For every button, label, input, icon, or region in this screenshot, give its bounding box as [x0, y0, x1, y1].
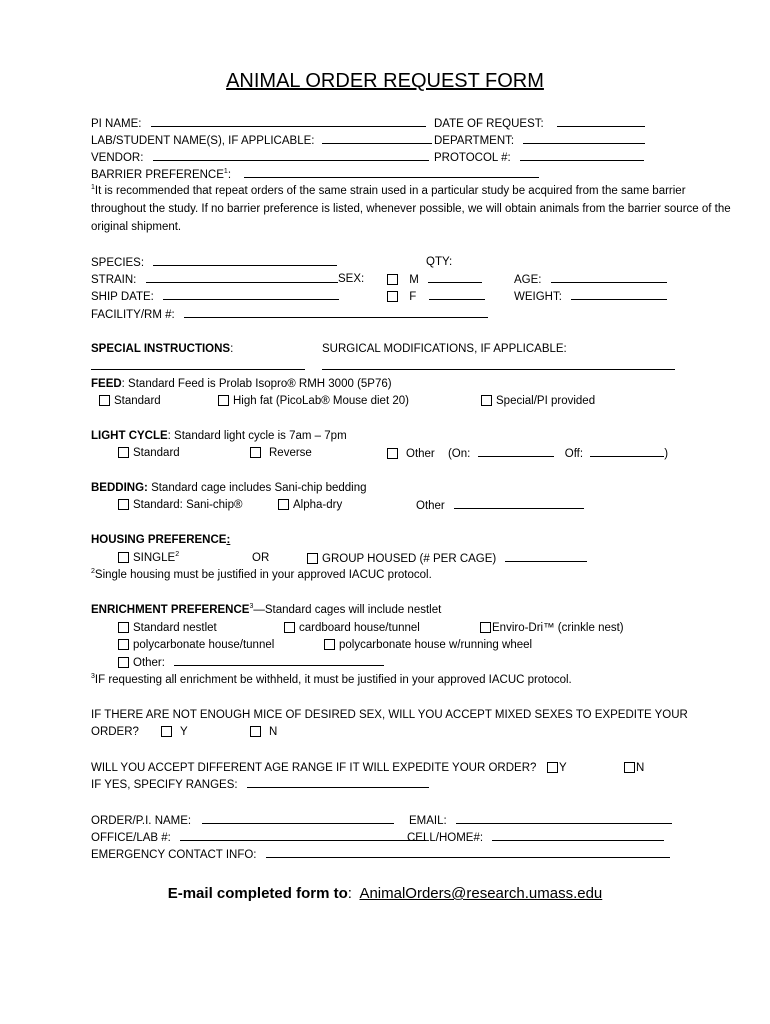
- bedding-standard-option[interactable]: [118, 497, 242, 513]
- housing-heading: [91, 532, 230, 548]
- housing-single-label: SINGLE: [133, 552, 176, 564]
- special-instructions-field[interactable]: [91, 358, 305, 370]
- lab-student-label: LAB/STUDENT NAME(S), IF APPLICABLE:: [91, 135, 315, 147]
- specify-ranges-row: [91, 776, 429, 793]
- light-desc: : Standard light cycle is 7am – 7pm: [167, 430, 347, 442]
- bedding-standard-label: Standard: Sani-chip®: [133, 499, 243, 511]
- date-request-row: [434, 115, 645, 132]
- housing-single-sup: 2: [175, 551, 180, 558]
- housing-group-option[interactable]: [307, 550, 587, 567]
- enrichment-desc: —Standard cages will include nestlet: [253, 604, 442, 616]
- barrier-field[interactable]: [244, 166, 539, 178]
- age-no-option[interactable]: [624, 760, 644, 776]
- special-instructions-heading: [91, 341, 233, 357]
- enrichment-nestlet-checkbox[interactable]: [118, 622, 129, 633]
- barrier-colon: :: [227, 169, 232, 181]
- office-lab-field[interactable]: [180, 829, 426, 841]
- light-heading: [91, 428, 347, 444]
- feed-standard-checkbox[interactable]: [99, 395, 110, 406]
- vendor-label: VENDOR:: [91, 152, 144, 164]
- species-field[interactable]: [153, 254, 337, 266]
- special-instructions-label: SPECIAL INSTRUCTIONS: [91, 343, 231, 355]
- feed-desc: : Standard Feed is Prolab Isopro® RMH 3000 (5P76): [121, 378, 392, 390]
- strain-row: [91, 271, 338, 288]
- enrichment-note: [91, 672, 572, 688]
- order-pi-label: ORDER/P.I. NAME:: [91, 815, 192, 827]
- date-request-label: DATE OF REQUEST:: [434, 118, 544, 130]
- enrichment-envirodri-label: Enviro-Dri™ (crinkle nest): [492, 622, 624, 634]
- feed-special-option[interactable]: [481, 393, 595, 409]
- mixed-yes-label: Y: [180, 726, 188, 738]
- sex-f-checkbox[interactable]: [387, 291, 398, 302]
- housing-group-label: GROUP HOUSED (# PER CAGE): [322, 553, 497, 565]
- enrichment-cardboard-checkbox[interactable]: [284, 622, 295, 633]
- qty-m-field[interactable]: [428, 271, 482, 283]
- vendor-field[interactable]: [153, 149, 429, 161]
- bedding-other-field[interactable]: [454, 497, 584, 509]
- light-other-option[interactable]: [387, 445, 668, 462]
- email-row: [409, 812, 672, 829]
- bedding-alpha-option[interactable]: [278, 497, 342, 513]
- weight-label: WEIGHT:: [514, 291, 562, 303]
- vendor-row: [91, 149, 429, 166]
- enrichment-polycarb-option[interactable]: [118, 637, 274, 653]
- age-no-label: N: [636, 762, 645, 774]
- email-field[interactable]: [456, 812, 672, 824]
- enrichment-wheel-label: polycarbonate house w/running wheel: [339, 639, 533, 651]
- sex-f-label: F: [409, 291, 417, 303]
- feed-heading: [91, 376, 392, 392]
- office-lab-row: [91, 829, 426, 846]
- strain-field[interactable]: [146, 271, 338, 283]
- lab-student-row: [91, 132, 432, 149]
- enrichment-other-option[interactable]: [118, 654, 384, 671]
- light-other-checkbox[interactable]: [387, 448, 398, 459]
- barrier-sup: 1: [223, 168, 228, 175]
- email-label: EMAIL:: [409, 815, 447, 827]
- light-close-paren: ): [664, 448, 669, 460]
- housing-single-checkbox[interactable]: [118, 552, 129, 563]
- enrichment-polycarb-checkbox[interactable]: [118, 639, 129, 650]
- mixed-no-checkbox[interactable]: [250, 726, 261, 737]
- light-standard-checkbox[interactable]: [118, 447, 129, 458]
- age-label: AGE:: [514, 274, 542, 286]
- light-reverse-label: Reverse: [269, 447, 312, 459]
- housing-group-field[interactable]: [505, 550, 587, 562]
- mixed-sexes-line2: ORDER?: [91, 726, 139, 738]
- light-on-label: (On:: [447, 448, 471, 460]
- sex-m-label: M: [409, 274, 419, 286]
- department-field[interactable]: [523, 132, 645, 144]
- page-title: ANIMAL ORDER REQUEST FORM: [226, 70, 544, 92]
- enrichment-other-checkbox[interactable]: [118, 657, 129, 668]
- housing-note-sup: 2: [91, 568, 95, 575]
- bedding-other-row: [416, 497, 584, 514]
- feed-highfat-checkbox[interactable]: [218, 395, 229, 406]
- lab-student-field[interactable]: [322, 132, 432, 144]
- barrier-row: [91, 166, 539, 183]
- emergency-label: EMERGENCY CONTACT INFO:: [91, 849, 257, 861]
- housing-note: [91, 567, 432, 583]
- mixed-yes-checkbox[interactable]: [161, 726, 172, 737]
- enrichment-polycarb-label: polycarbonate house/tunnel: [133, 639, 275, 651]
- surgical-label: SURGICAL MODIFICATIONS, IF APPLICABLE:: [322, 343, 567, 355]
- bedding-desc: Standard cage includes Sani-chip bedding: [147, 482, 367, 494]
- age-yes-checkbox[interactable]: [547, 762, 558, 773]
- order-pi-field[interactable]: [202, 812, 394, 824]
- mixed-sexes-line1: IF THERE ARE NOT ENOUGH MICE OF DESIRED SEX, WILL YOU ACCEPT MIXED SEXES TO EXPEDITE YOUR: [91, 709, 688, 721]
- department-label: DEPARTMENT:: [434, 135, 515, 147]
- barrier-note-sup: 1: [91, 184, 95, 191]
- housing-or: OR: [252, 552, 270, 564]
- bedding-alpha-checkbox[interactable]: [278, 499, 289, 510]
- facility-field[interactable]: [184, 306, 488, 318]
- footer-email-link[interactable]: AnimalOrders@research.umass.edu: [359, 885, 603, 902]
- sex-label: SEX:: [338, 273, 365, 285]
- enrichment-note-text: IF requesting all enrichment be withheld, it must be justified in your approved IACUC protocol.: [94, 674, 572, 686]
- light-on-field[interactable]: [478, 445, 554, 457]
- enrichment-note-sup: 3: [91, 673, 95, 680]
- age-yes-option[interactable]: [547, 760, 567, 776]
- bedding-label: BEDDING:: [91, 482, 148, 494]
- light-reverse-option[interactable]: [250, 445, 312, 461]
- age-yes-label: Y: [559, 762, 567, 774]
- enrichment-cardboard-label: cardboard house/tunnel: [299, 622, 420, 634]
- feed-standard-label: Standard: [114, 395, 161, 407]
- facility-label: FACILITY/RM #:: [91, 309, 175, 321]
- feed-highfat-label: High fat (PicoLab® Mouse diet 20): [233, 395, 409, 407]
- strain-label: STRAIN:: [91, 274, 137, 286]
- enrichment-nestlet-label: Standard nestlet: [133, 622, 217, 634]
- bedding-standard-checkbox[interactable]: [118, 499, 129, 510]
- weight-row: [514, 288, 667, 305]
- office-lab-label: OFFICE/LAB #:: [91, 832, 171, 844]
- footer: [0, 884, 770, 904]
- mixed-no-label: N: [269, 726, 278, 738]
- light-off-field[interactable]: [590, 445, 664, 457]
- sex-f-option[interactable]: [387, 288, 485, 305]
- housing-group-checkbox[interactable]: [307, 553, 318, 564]
- housing-note-text: Single housing must be justified in your approved IACUC protocol.: [94, 569, 432, 581]
- light-label: LIGHT CYCLE: [91, 430, 168, 442]
- light-standard-option[interactable]: [118, 445, 180, 461]
- emergency-field[interactable]: [266, 846, 670, 858]
- bedding-alpha-label: Alpha-dry: [293, 499, 343, 511]
- ship-date-row: [91, 288, 339, 305]
- barrier-note-text: It is recommended that repeat orders of the same strain used in a particular study be acquired from the same barrier throughout the study. If no barrier preference is listed, whenever possible, we will obtain animals from the barrier source of the original shipment.: [91, 185, 731, 233]
- sex-m-checkbox[interactable]: [387, 274, 398, 285]
- feed-special-label: Special/PI provided: [496, 395, 596, 407]
- qty-f-field[interactable]: [429, 288, 485, 300]
- pi-name-field[interactable]: [151, 115, 426, 127]
- protocol-label: PROTOCOL #:: [434, 152, 511, 164]
- date-request-field[interactable]: [557, 115, 645, 127]
- cell-home-field[interactable]: [492, 829, 664, 841]
- department-row: [434, 132, 645, 149]
- feed-label: FEED: [91, 378, 122, 390]
- specify-ranges-label: IF YES, SPECIFY RANGES:: [91, 779, 238, 791]
- enrichment-nestlet-option[interactable]: [118, 620, 217, 636]
- light-off-label: Off:: [564, 448, 584, 460]
- feed-special-checkbox[interactable]: [481, 395, 492, 406]
- age-field[interactable]: [551, 271, 667, 283]
- age-row: [514, 271, 667, 288]
- pi-name-label: PI NAME:: [91, 118, 142, 130]
- protocol-row: [434, 149, 644, 166]
- barrier-note: [91, 182, 741, 236]
- ship-date-label: SHIP DATE:: [91, 291, 154, 303]
- light-reverse-checkbox[interactable]: [250, 447, 261, 458]
- emergency-row: [91, 846, 670, 863]
- enrichment-sup: 3: [249, 603, 254, 610]
- enrichment-envirodri-option[interactable]: [480, 620, 624, 636]
- age-range-question: WILL YOU ACCEPT DIFFERENT AGE RANGE IF IT WILL EXPEDITE YOUR ORDER?: [91, 762, 537, 774]
- order-pi-row: [91, 812, 394, 829]
- enrichment-heading: [91, 602, 441, 618]
- feed-highfat-option[interactable]: [218, 393, 409, 409]
- age-no-checkbox[interactable]: [624, 762, 635, 773]
- weight-field[interactable]: [571, 288, 667, 300]
- housing-colon: :: [226, 534, 231, 546]
- enrichment-wheel-checkbox[interactable]: [324, 639, 335, 650]
- ship-date-field[interactable]: [163, 288, 339, 300]
- enrichment-cardboard-option[interactable]: [284, 620, 420, 636]
- light-standard-label: Standard: [133, 447, 180, 459]
- enrichment-envirodri-checkbox[interactable]: [480, 622, 491, 633]
- enrichment-other-label: Other:: [133, 657, 165, 669]
- special-lines: [91, 358, 675, 375]
- enrichment-other-field[interactable]: [174, 654, 384, 666]
- sex-m-option[interactable]: [387, 271, 482, 288]
- cell-home-label: CELL/HOME#:: [407, 832, 484, 844]
- housing-label: HOUSING PREFERENCE: [91, 534, 227, 546]
- protocol-field[interactable]: [520, 149, 644, 161]
- footer-label: E-mail completed form to: [167, 885, 348, 902]
- species-label: SPECIES:: [91, 257, 145, 269]
- bedding-heading: [91, 480, 367, 496]
- pi-name-row: [91, 115, 426, 132]
- mixed-yes-option[interactable]: [161, 724, 188, 740]
- qty-label: QTY:: [426, 256, 453, 268]
- bedding-other-label: Other: [416, 500, 445, 512]
- footer-colon: :: [347, 885, 352, 902]
- enrichment-wheel-option[interactable]: [324, 637, 532, 653]
- feed-standard-option[interactable]: [99, 393, 161, 409]
- housing-single-option[interactable]: [118, 550, 179, 566]
- species-row: [91, 254, 337, 271]
- surgical-field[interactable]: [322, 358, 675, 370]
- facility-row: [91, 306, 488, 323]
- light-other-label: Other: [406, 448, 435, 460]
- special-colon: :: [230, 343, 234, 355]
- cell-home-row: [407, 829, 664, 846]
- specify-ranges-field[interactable]: [247, 776, 429, 788]
- enrichment-label: ENRICHMENT PREFERENCE: [91, 604, 250, 616]
- mixed-no-option[interactable]: [250, 724, 277, 740]
- barrier-label: BARRIER PREFERENCE: [91, 169, 224, 181]
